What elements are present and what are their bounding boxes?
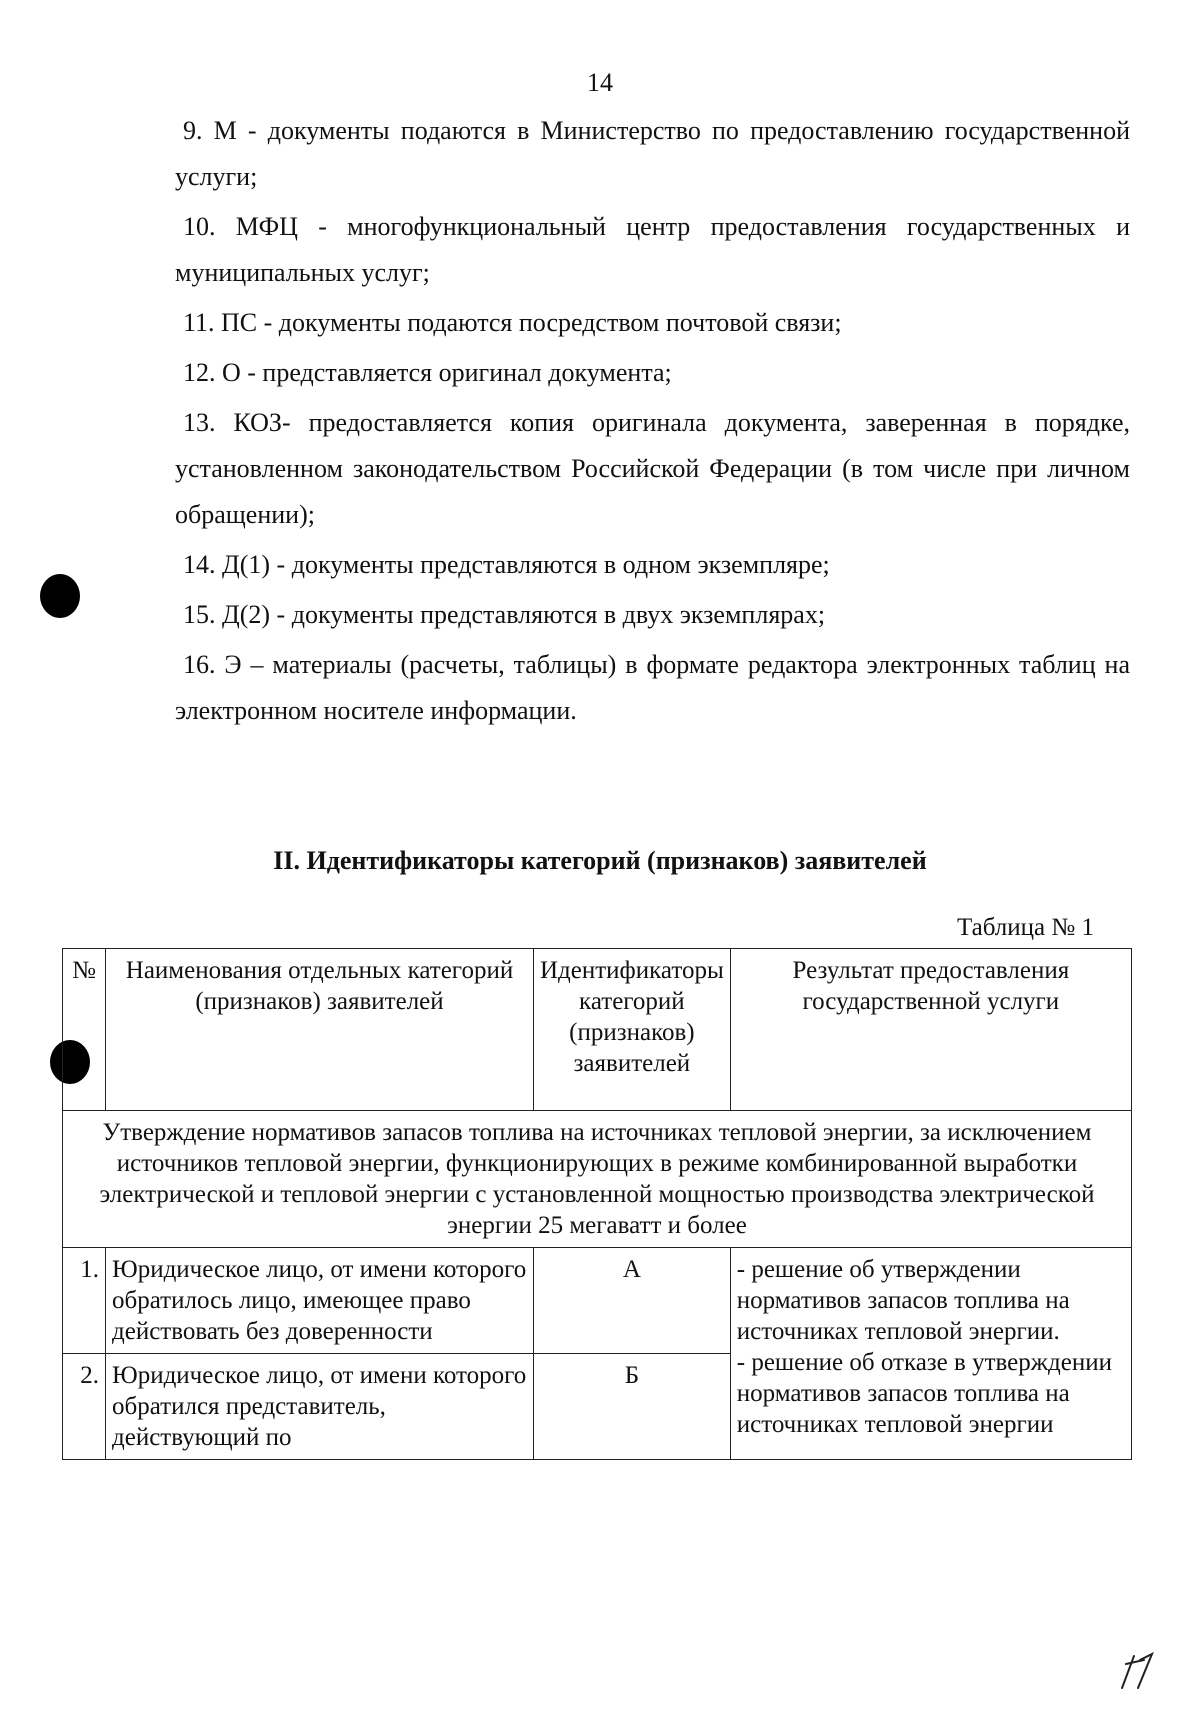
table-row: [63, 1248, 1132, 1354]
row-name: Юридическое лицо, от имени которого обратился представитель, действующий по: [106, 1354, 534, 1460]
handwritten-page-number: [1118, 1652, 1168, 1692]
header-identifier: Идентификаторы категорий (признаков) заявителей: [534, 949, 731, 1111]
list-item: 14. Д(1) - документы представляются в одном экземпляре;: [183, 550, 830, 579]
definitions-list: [175, 108, 1130, 738]
page-number: 14: [587, 68, 613, 97]
list-item: 15. Д(2) - документы представляются в двух экземплярах;: [183, 600, 826, 629]
list-item: 9. М - документы подаются в Министерство по предоставлению государственной услуги;: [175, 116, 1130, 191]
row-identifier: А: [534, 1248, 731, 1354]
group-title: Утверждение нормативов запасов топлива на источниках тепловой энергии, за исключением источников тепловой энергии, функционирующих в режиме комбинированной выработки электрической и тепловой энергии с установленной мощностью производства электрической энергии 25 мегаватт и более: [63, 1111, 1132, 1248]
table-header-row: [63, 949, 1132, 1111]
row-result: [730, 1248, 1131, 1460]
header-result: Результат предоставления государственной услуги: [730, 949, 1131, 1111]
table-group-row: [63, 1111, 1132, 1248]
list-item: 12. О - представляется оригинал документа;: [183, 358, 672, 387]
row-name: Юридическое лицо, от имени которого обратилось лицо, имеющее право действовать без доверенности: [106, 1248, 534, 1354]
list-item: 10. МФЦ - многофункциональный центр предоставления государственных и муниципальных услуг;: [175, 212, 1130, 287]
list-item: 16. Э – материалы (расчеты, таблицы) в формате редактора электронных таблиц на электронном носителе информации.: [175, 650, 1130, 725]
result-line: - решение об утверждении нормативов запасов топлива на источниках тепловой энергии.: [736, 1256, 1070, 1345]
result-line: - решение об отказе в утверждении нормативов запасов топлива на источниках тепловой энергии: [736, 1349, 1112, 1438]
table-caption: Таблица № 1: [956, 914, 1094, 941]
header-num: №: [63, 949, 106, 1111]
hole-punch-mark: [40, 574, 80, 618]
applicant-categories-table: [62, 948, 1132, 1460]
header-name: Наименования отдельных категорий (признаков) заявителей: [106, 949, 534, 1111]
row-num: 2.: [63, 1354, 106, 1460]
row-num: 1.: [63, 1248, 106, 1354]
list-item: 13. КОЗ- предоставляется копия оригинала документа, заверенная в порядке, установленном законодательством Российской Федерации (в том числе при личном обращении);: [175, 408, 1130, 529]
row-identifier: Б: [534, 1354, 731, 1460]
list-item: 11. ПС - документы подаются посредством почтовой связи;: [183, 308, 842, 337]
section-title: II. Идентификаторы категорий (признаков) заявителей: [273, 846, 927, 875]
